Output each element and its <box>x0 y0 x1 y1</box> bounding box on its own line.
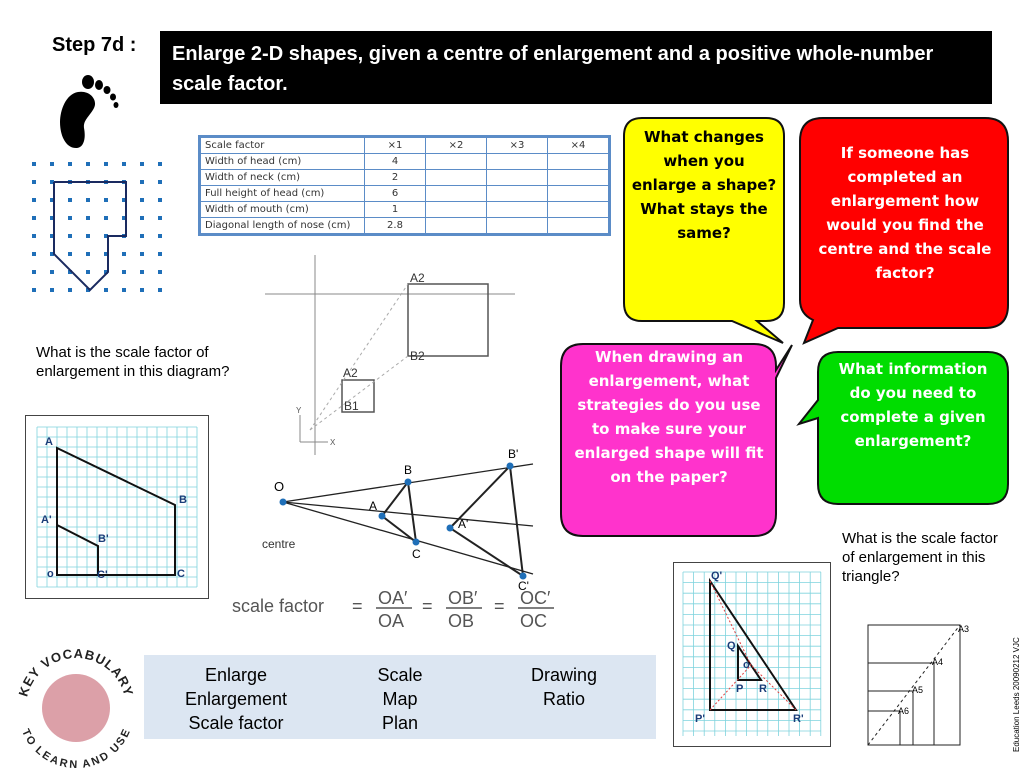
label-c: C <box>412 547 421 561</box>
formula-prefix: scale factor <box>232 596 325 616</box>
green-bubble-text: What information do you need to complete a given enlargement? <box>838 360 988 450</box>
credit-text: Education Leeds 20090212 VJC <box>1012 637 1021 752</box>
label-c1: C' <box>97 569 108 581</box>
vocab-word: Plan <box>381 713 419 733</box>
fraction-denominator: OA <box>378 611 405 631</box>
label-a3: A3 <box>958 624 970 634</box>
label-a: A <box>45 436 53 448</box>
vocab-column-2 <box>350 663 450 735</box>
formula-equals: = <box>352 596 363 616</box>
question-scale-factor-diagram: What is the scale factor of enlargement in this diagram? <box>36 344 230 380</box>
label-b: B <box>179 494 187 506</box>
vocabulary-panel <box>144 655 656 739</box>
fraction-numerator: OB′ <box>448 588 478 608</box>
yellow-bubble-text: What changes when you enlarge a shape? What stays the same? <box>631 128 777 242</box>
table-row-label: Full height of head (cm) <box>201 186 365 202</box>
table-row-label: Width of mouth (cm) <box>201 202 365 218</box>
table-row-label: Width of head (cm) <box>201 154 365 170</box>
badge-circle <box>42 674 110 742</box>
table-header-cell: Scale factor <box>201 138 365 154</box>
table-cell: 4 <box>365 154 426 170</box>
table-cell: 6 <box>365 186 426 202</box>
vocab-word: Enlargement <box>184 689 288 709</box>
fraction-numerator: OA′ <box>378 588 408 608</box>
label-b1: B1 <box>344 399 359 413</box>
vocab-word: Scale factor <box>188 713 284 733</box>
vocab-column-3 <box>504 663 624 711</box>
label-a2-small: A2 <box>343 366 358 380</box>
table-header-cell: ×3 <box>487 138 548 154</box>
magenta-bubble-text: When drawing an enlargement, what strategies do you use to make sure your enlarged shape will fit on the paper? <box>574 348 764 486</box>
table-header-cell: ×1 <box>365 138 426 154</box>
question-scale-factor-triangle: What is the scale factor of enlargement in this triangle? <box>842 530 998 585</box>
label-a6: A6 <box>898 706 910 716</box>
label-o: O <box>274 479 285 494</box>
label-x-axis: X <box>330 438 336 447</box>
label-b-prime: B' <box>508 447 519 461</box>
label-b1: B' <box>98 533 109 545</box>
label-origin: o <box>47 568 54 580</box>
label-a1: A' <box>41 514 52 526</box>
label-a4: A4 <box>932 657 944 667</box>
vocab-column-1 <box>156 663 316 735</box>
nested-rectangles-diagram <box>860 618 978 748</box>
label-a2-large: A2 <box>410 271 425 285</box>
label-a5: A5 <box>912 685 924 695</box>
label-o: o <box>743 659 750 671</box>
label-centre: centre <box>262 537 296 551</box>
vocab-word: Map <box>382 689 418 709</box>
label-p: P <box>736 683 744 695</box>
label-p-prime: P' <box>695 713 705 725</box>
table-cell: 2 <box>365 170 426 186</box>
label-r: R <box>759 683 767 695</box>
fraction-denominator: OB <box>448 611 475 631</box>
triangle-grid-diagram <box>673 562 831 747</box>
fraction-denominator: OC <box>520 611 547 631</box>
page-title: Enlarge 2-D shapes, given a centre of enlargement and a positive whole-number scale factor. <box>160 31 992 104</box>
formula-equals: = <box>494 596 505 616</box>
label-b: B <box>404 463 413 477</box>
table-header-cell: ×2 <box>426 138 487 154</box>
table-row-label: Diagonal length of nose (cm) <box>201 218 365 234</box>
badge-top-text: KEY VOCABULARY <box>15 645 137 699</box>
label-r-prime: R' <box>793 713 804 725</box>
label-q: Q <box>727 640 736 652</box>
table-cell: 2.8 <box>365 218 426 234</box>
label-c: C <box>177 568 185 580</box>
label-a: A <box>369 499 378 513</box>
label-c-prime: C' <box>518 579 529 593</box>
label-a-prime: A' <box>458 517 469 531</box>
table-cell: 1 <box>365 202 426 218</box>
label-b2: B2 <box>410 349 425 363</box>
key-vocabulary-badge <box>12 642 138 768</box>
table-row-label: Width of neck (cm) <box>201 170 365 186</box>
label-q-prime: Q' <box>711 570 723 582</box>
badge-bottom-text: TO LEARN AND USE <box>19 727 133 768</box>
table-header-cell: ×4 <box>548 138 609 154</box>
fraction-numerator: OC′ <box>520 588 551 608</box>
step-label: Step 7d : <box>52 34 137 56</box>
vocab-word: Drawing <box>530 665 598 685</box>
vocab-word: Ratio <box>542 689 586 709</box>
vocab-word: Enlarge <box>204 665 268 685</box>
formula-equals: = <box>422 596 433 616</box>
label-y-axis: Y <box>296 406 302 415</box>
vocab-word: Scale <box>377 665 423 685</box>
red-bubble-text: If someone has completed an enlargement how would you find the centre and the scale factor? <box>818 144 992 282</box>
